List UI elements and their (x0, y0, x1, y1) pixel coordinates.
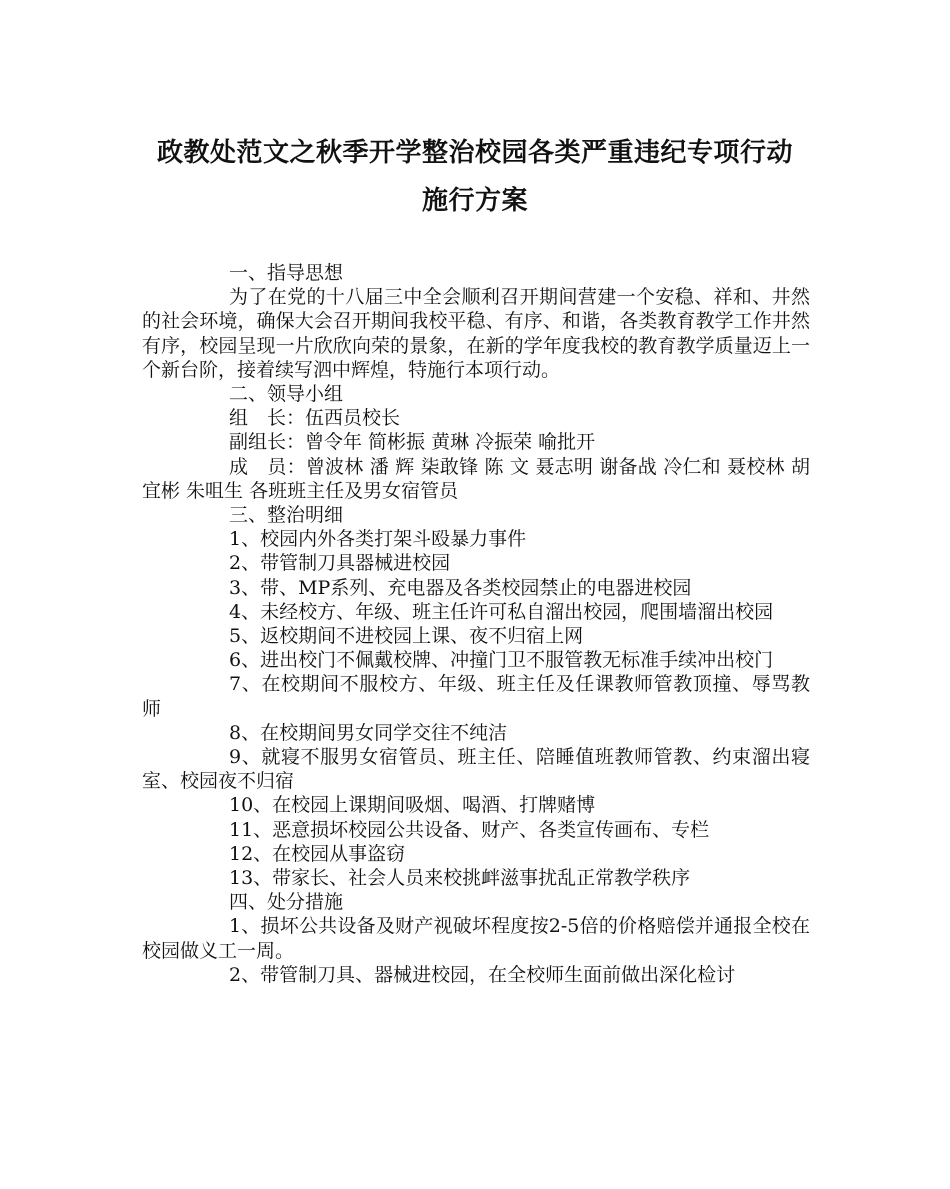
list-item: 9、就寝不服男女宿管员、班主任、陪睡值班教师管教、约束溜出寝室、校园夜不归宿 (142, 746, 810, 793)
list-item: 12、在校园从事盗窃 (229, 842, 406, 865)
document-title-line-2: 施行方案 (421, 186, 528, 216)
leadership-group-members: 成 员：曾波林 潘 辉 柒敢锋 陈 文 聂志明 谢备战 冷仁和 聂校林 胡宜彬 朱咀生 各班班主任及男女宿管员 (142, 455, 810, 502)
leadership-group-deputy: 副组长：曾令年 简彬振 黄琳 冷振荣 喻批开 (229, 431, 596, 454)
list-item: 1、损坏公共设备及财产视破坏程度按2-5倍的价格赔偿并通报全校在校园做义工一周。 (142, 915, 810, 962)
list-item: 2、带管制刀具器械进校园 (229, 552, 451, 575)
list-item: 2、带管制刀具、器械进校园，在全校师生面前做出深化检讨 (229, 963, 736, 986)
list-item: 5、返校期间不进校园上课、夜不归宿上网 (229, 625, 584, 648)
section-heading-disciplinary-measures: 四、处分措施 (229, 891, 344, 914)
list-item: 11、恶意损坏校园公共设备、财产、各类宣传画布、专栏 (229, 818, 710, 841)
list-item: 6、进出校门不佩戴校牌、冲撞门卫不服管教无标准手续冲出校门 (229, 649, 774, 672)
list-item: 3、带、MP系列、充电器及各类校园禁止的电器进校园 (229, 576, 692, 599)
document-title-line-1: 政教处范文之秋季开学整治校园各类严重违纪专项行动 (156, 138, 793, 168)
document-body (142, 261, 810, 987)
section-heading-guiding-ideology: 一、指导思想 (229, 262, 344, 284)
list-item: 7、在校期间不服校方、年级、班主任及任课教师管教顶撞、辱骂教师 (142, 673, 810, 720)
list-item: 10、在校园上课期间吸烟、喝酒、打牌赌博 (229, 794, 596, 817)
list-item: 4、未经校方、年级、班主任许可私自溜出校园，爬围墙溜出校园 (229, 600, 774, 623)
leadership-group-leader: 组 长：伍西员校长 (229, 407, 401, 430)
list-item: 13、带家长、社会人员来校挑衅滋事扰乱正常教学秩序 (229, 867, 691, 890)
list-item: 8、在校期间男女同学交往不纯洁 (229, 721, 508, 744)
list-item: 1、校园内外各类打架斗殴暴力事件 (229, 528, 527, 551)
section-heading-leadership-group: 二、领导小组 (229, 383, 344, 406)
section-heading-rectification-details: 三、整治明细 (229, 504, 344, 527)
paragraph-guiding-ideology: 为了在党的十八届三中全会顺利召开期间营建一个安稳、祥和、井然的社会环境，确保大会召开期间我校平稳、有序、和谐，各类教育教学工作井然有序，校园呈现一片欣欣向荣的景象，在新的学年度我校的教育教学质量迈上一个新台阶，接着续写泗中辉煌，特施行本项行动。 (142, 286, 810, 381)
